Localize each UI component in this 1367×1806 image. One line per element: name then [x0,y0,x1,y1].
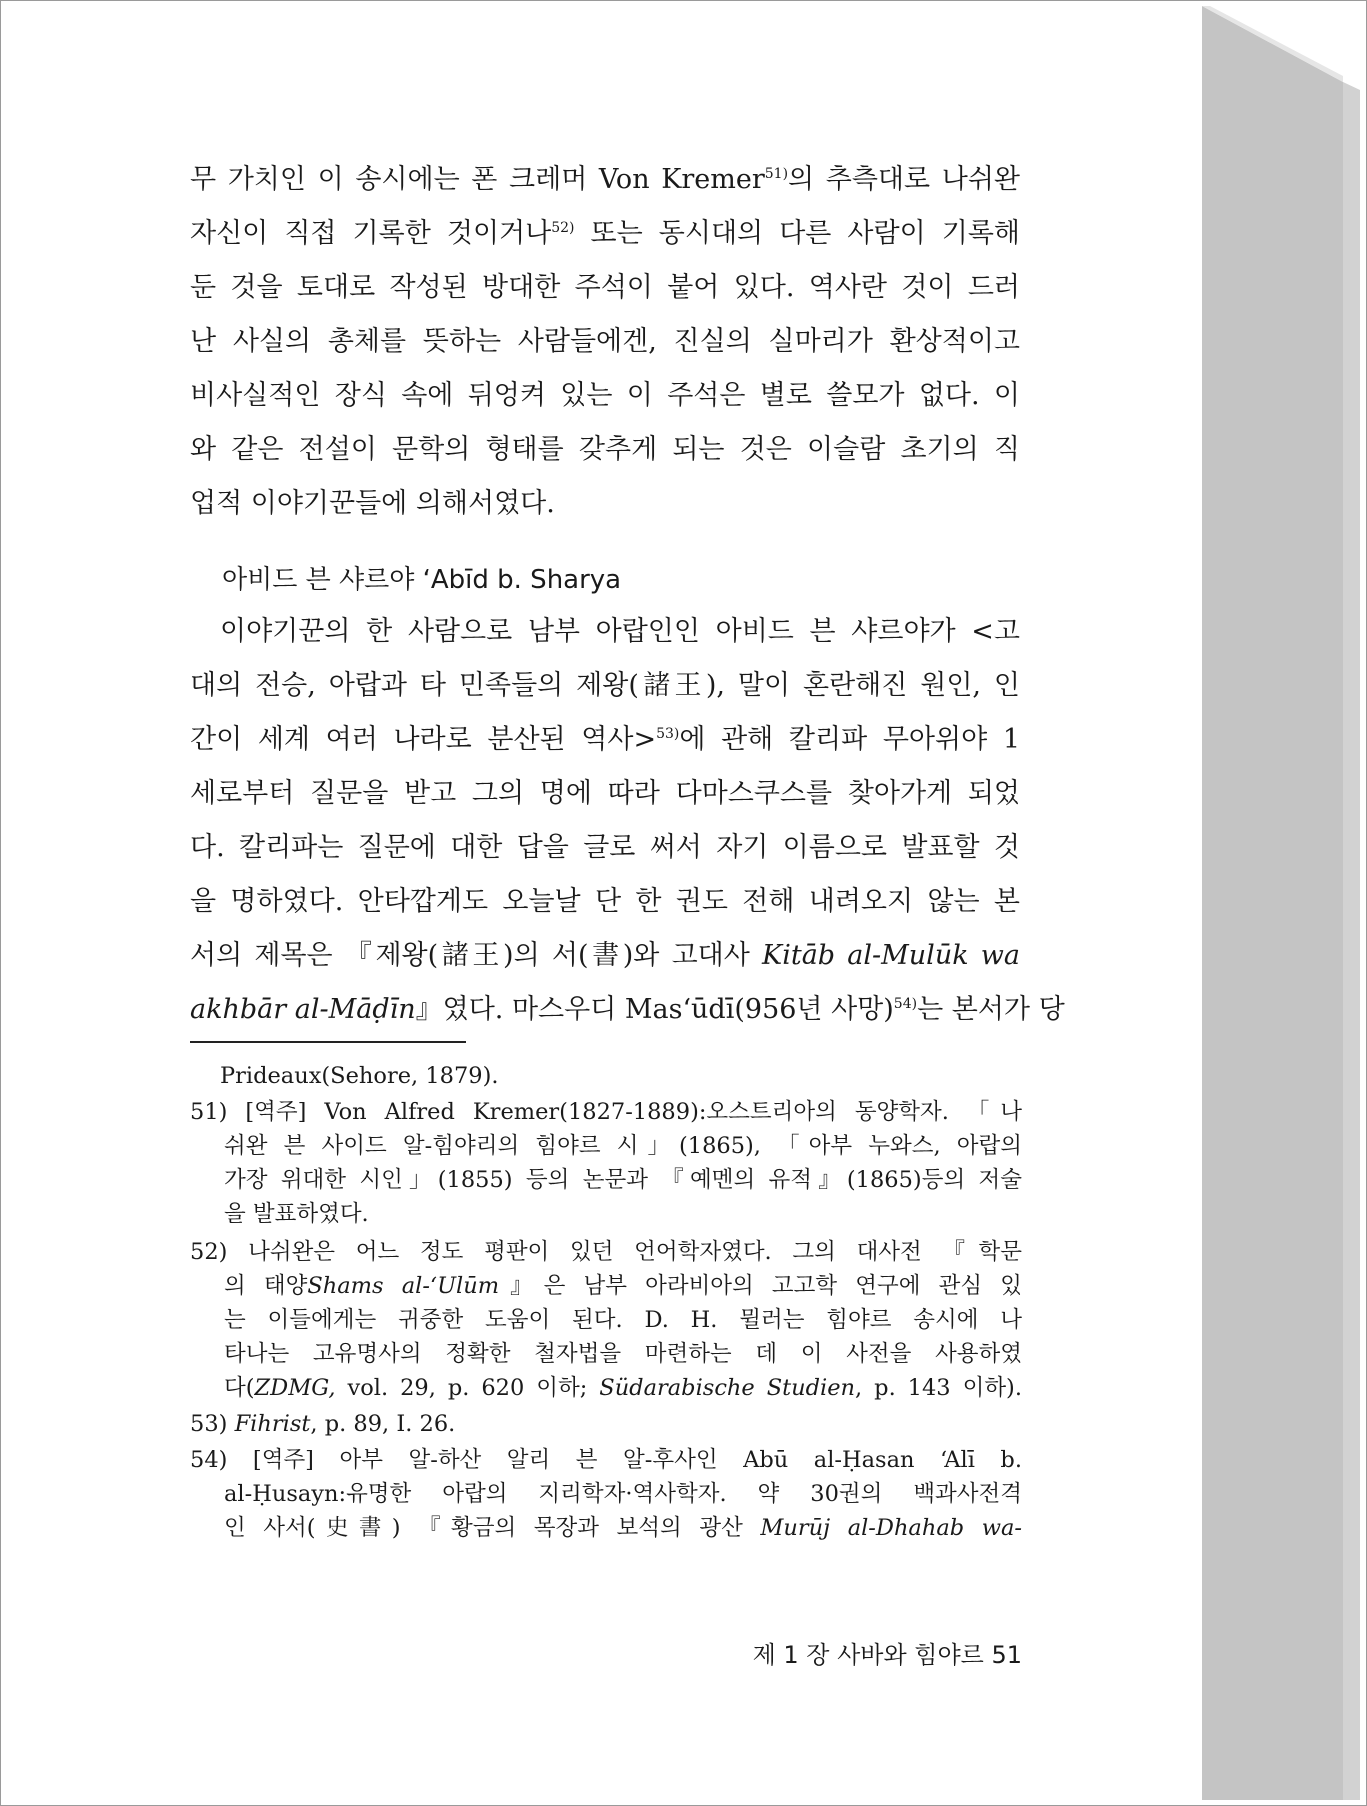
text-line: 을 명하였다. 안타깝게도 오늘날 단 한 권도 전해 내려오지 않는 본 [190,886,1020,917]
text-line: 서의 제목은 『제왕(諸王)의 서(書)와 고대사 Kitāb al-Mulūk wa [190,940,1020,971]
section-heading: 아비드 븐 샤르야 ‘Abīd b. Sharya [222,565,622,595]
footnote-51-line: 쉬완 븐 사이드 알-힘야리의 힘야르 시」(1865), 「아부 누와스, 아랍의 [224,1133,1022,1159]
footnote-ref-52[interactable]: 52) [551,220,575,236]
book-title-italic: Kitāb al-Mulūk wa [762,940,1020,971]
footnote-54-line: al-Ḥusayn:유명한 아랍의 지리학자·역사학자. 약 30권의 백과사전격 [224,1481,1022,1507]
text-line: 와 같은 전설이 문학의 형태를 갖추게 되는 것은 이슬람 초기의 직 [190,434,1020,465]
text-line: 무 가치인 이 송시에는 폰 크레머 Von Kremer$^{51)}$의 추측대로 나쉬완 [190,164,1020,195]
footnote-51: 51) [역주] Von Alfred Kremer(1827-1889):오스트리아의 동양학자. 「나 [190,1099,1022,1125]
book-title-italic: akhbār al-Māḍīn [190,994,416,1025]
text-line: 둔 것을 토대로 작성된 방대한 주석이 붙어 있다. 역사란 것이 드러 [190,272,1020,303]
text-line: 세로부터 질문을 받고 그의 명에 따라 다마스쿠스를 찾아가게 되었 [190,778,1020,809]
footnote-ref-51[interactable]: 51) [764,166,789,182]
text-line: 난 사실의 총체를 뜻하는 사람들에겐, 진실의 실마리가 환상적이고 [190,326,1020,357]
text-line: 자신이 직접 기록한 것이거나$^{52)}$ 또는 동시대의 다른 사람이 기록해 [190,218,1020,249]
footnote-continuation: Prideaux(Sehore, 1879). [220,1063,499,1089]
text-line: akhbār al-Māḍīn』였다. 마스우디 Mas‘ūdī(956년 사망)$^{54)}$는 본서가 당 [190,994,1065,1025]
footnote-51-line: 을 발표하였다. [224,1201,369,1227]
footnote-52-line: 의 태양Shams al-‘Ulūm』은 남부 아라비아의 고고학 연구에 관심 있 [224,1273,1022,1299]
text-line: 다. 칼리파는 질문에 대한 답을 글로 써서 자기 이름으로 발표할 것 [190,832,1020,863]
footnote-divider [190,1041,466,1043]
footnote-ref-53[interactable]: 53) [656,726,680,742]
footnote-51-line: 가장 위대한 시인」(1855) 등의 논문과 『예멘의 유적』(1865)등의 저술 [224,1167,1022,1193]
footnote-52: 52) 나쉬완은 어느 정도 평판이 있던 언어학자였다. 그의 대사전 『학문 [190,1239,1022,1265]
text-line: 업적 이야기꾼들에 의해서였다. [190,488,555,519]
text-line: 이야기꾼의 한 사람으로 남부 아랍인인 아비드 븐 샤르야가 <고 [220,616,1020,647]
footnote-52-line: 는 이들에게는 귀중한 도움이 된다. D. H. 뮐러는 힘야르 송시에 나 [224,1307,1022,1333]
text-line: 간이 세계 여러 나라로 분산된 역사>$^{53)}$에 관해 칼리파 무아위야 1 [190,724,1020,755]
footnote-52-line: 다(ZDMG, vol. 29, p. 620 이하; Südarabische Studien, p. 143 이하). [224,1375,1022,1401]
text-line: 대의 전승, 아랍과 타 민족들의 제왕(諸王), 말이 혼란해진 원인, 인 [190,670,1020,701]
footnote-52-line: 타나는 고유명사의 정확한 철자법을 마련하는 데 이 사전을 사용하였 [224,1341,1022,1367]
page-footer: 제 1 장 사바와 힘야르 51 [752,1641,1022,1669]
footnote-54-line: 인 사서(史書) 『황금의 목장과 보석의 광산 Murūj al-Dhahab wa- [224,1515,1022,1541]
footnote-54: 54) [역주] 아부 알-하산 알리 븐 알-후사인 Abū al-Ḥasan ‘Alī b. [190,1447,1022,1473]
footnote-ref-54[interactable]: 54) [893,996,918,1012]
footnote-53: 53) Fihrist, p. 89, I. 26. [190,1411,456,1437]
text-line: 비사실적인 장식 속에 뒤엉켜 있는 이 주석은 별로 쓸모가 없다. 이 [190,380,1020,411]
